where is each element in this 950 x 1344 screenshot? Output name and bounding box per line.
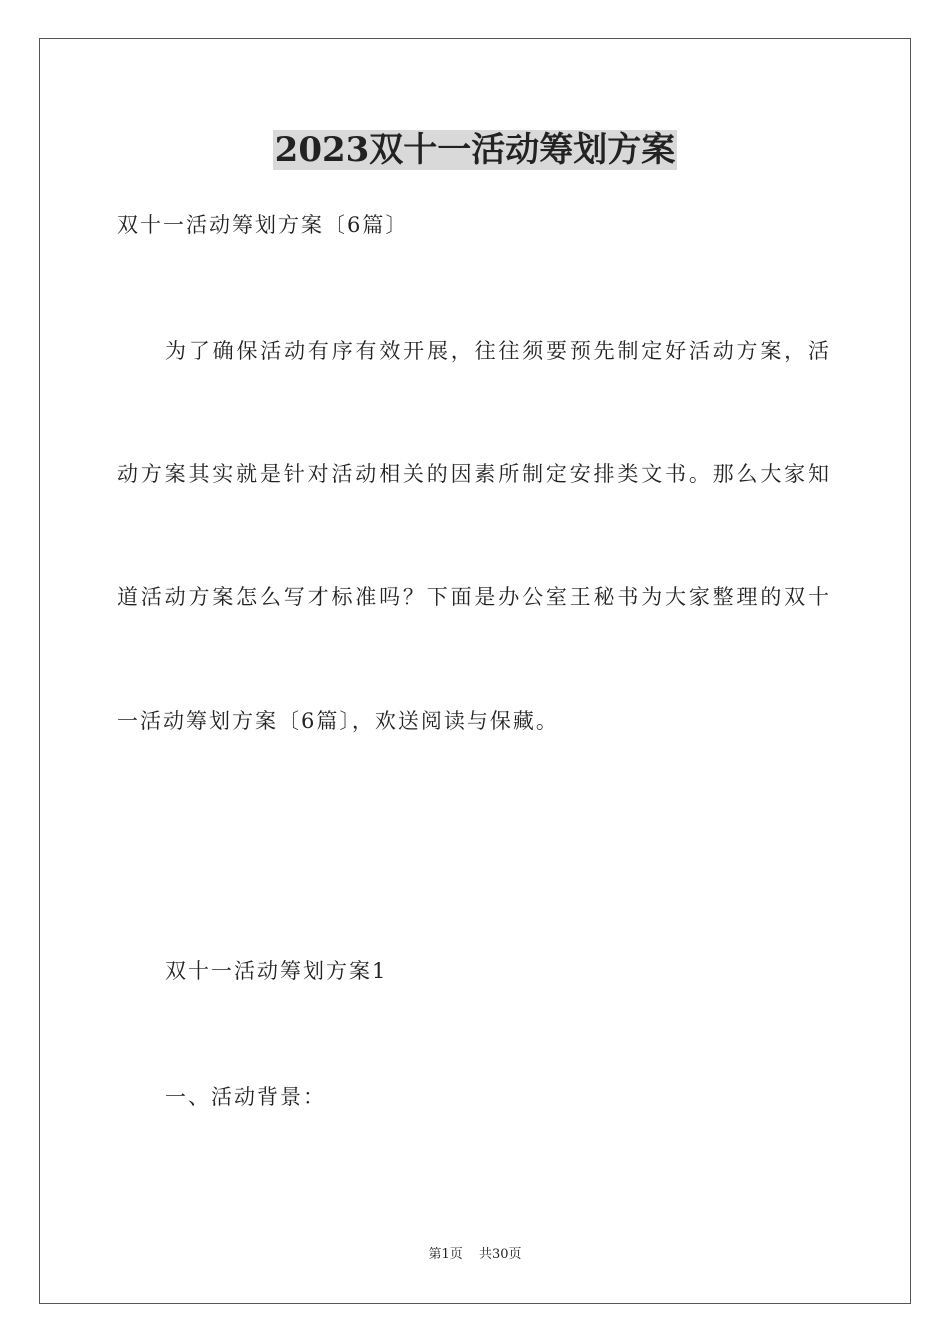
intro-line-2: 动方案其实就是针对活动相关的因素所制定安排类文书。那么大家知 bbox=[117, 462, 829, 486]
page-footer bbox=[0, 1246, 950, 1264]
document-title bbox=[0, 128, 950, 172]
document-title-text: 2023双十一活动筹划方案 bbox=[274, 130, 676, 170]
document-subtitle: 双十一活动筹划方案〔6篇〕 bbox=[117, 213, 409, 237]
intro-line-3: 道活动方案怎么写才标准吗？下面是办公室王秘书为大家整理的双十 bbox=[117, 585, 829, 609]
subsection-heading: 一、活动背景： bbox=[165, 1085, 326, 1109]
intro-line-1: 为了确保活动有序有效开展，往往须要预先制定好活动方案，活 bbox=[165, 339, 829, 363]
page-number-total: 共30页 bbox=[478, 1247, 522, 1262]
intro-line-4: 一活动筹划方案〔6篇〕，欢送阅读与保藏。 bbox=[117, 709, 559, 733]
section-heading: 双十一活动筹划方案1 bbox=[165, 959, 388, 983]
page-number-current: 第1页 bbox=[428, 1247, 463, 1262]
